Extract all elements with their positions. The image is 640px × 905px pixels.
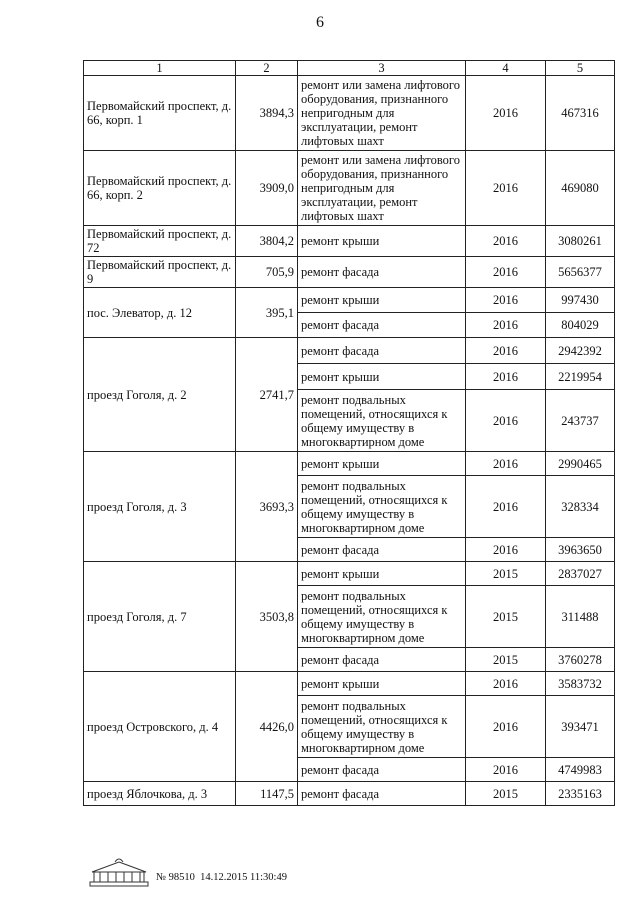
work-type-cell: ремонт подвальных помещений, относящихся к общему имуществу в многоквартирном доме	[298, 476, 466, 538]
work-type-cell: ремонт крыши	[298, 364, 466, 390]
cost-cell: 4749983	[546, 758, 615, 782]
year-cell: 2016	[466, 338, 546, 364]
cost-cell: 2990465	[546, 452, 615, 476]
repair-schedule-table	[83, 60, 615, 806]
year-cell: 2016	[466, 672, 546, 696]
year-cell: 2016	[466, 696, 546, 758]
table-row	[84, 257, 615, 288]
address-cell: пос. Элеватор, д. 12	[84, 288, 236, 338]
address-cell: Первомайский проспект, д. 9	[84, 257, 236, 288]
year-cell: 2016	[466, 476, 546, 538]
emblem-icon	[88, 858, 150, 888]
year-cell: 2015	[466, 782, 546, 806]
work-type-cell: ремонт крыши	[298, 226, 466, 257]
area-cell: 395,1	[236, 288, 298, 338]
work-type-cell: ремонт подвальных помещений, относящихся к общему имуществу в многоквартирном доме	[298, 390, 466, 452]
year-cell: 2016	[466, 758, 546, 782]
area-cell: 4426,0	[236, 672, 298, 782]
cost-cell: 2219954	[546, 364, 615, 390]
year-cell: 2016	[466, 151, 546, 226]
area-cell: 3894,3	[236, 76, 298, 151]
cost-cell: 469080	[546, 151, 615, 226]
year-cell: 2016	[466, 288, 546, 313]
cost-cell: 328334	[546, 476, 615, 538]
area-cell: 705,9	[236, 257, 298, 288]
cost-cell: 2837027	[546, 562, 615, 586]
work-type-cell: ремонт подвальных помещений, относящихся к общему имуществу в многоквартирном доме	[298, 586, 466, 648]
cost-cell: 2942392	[546, 338, 615, 364]
year-cell: 2016	[466, 226, 546, 257]
cost-cell: 243737	[546, 390, 615, 452]
cost-cell: 311488	[546, 586, 615, 648]
cost-cell: 997430	[546, 288, 615, 313]
work-type-cell: ремонт фасада	[298, 648, 466, 672]
year-cell: 2016	[466, 538, 546, 562]
table-row	[84, 672, 615, 696]
table-row	[84, 338, 615, 364]
work-type-cell: ремонт или замена лифтового оборудования, признанного непригодным для эксплуатации, ремонт лифтовых шахт	[298, 151, 466, 226]
work-type-cell: ремонт фасада	[298, 338, 466, 364]
year-cell: 2016	[466, 313, 546, 338]
header-col-5: 5	[546, 61, 615, 76]
header-col-1: 1	[84, 61, 236, 76]
work-type-cell: ремонт крыши	[298, 452, 466, 476]
header-col-4: 4	[466, 61, 546, 76]
address-cell: проезд Гоголя, д. 3	[84, 452, 236, 562]
work-type-cell: ремонт фасада	[298, 782, 466, 806]
table-header-row	[84, 61, 615, 76]
work-type-cell: ремонт подвальных помещений, относящихся к общему имуществу в многоквартирном доме	[298, 696, 466, 758]
cost-cell: 3080261	[546, 226, 615, 257]
area-cell: 3909,0	[236, 151, 298, 226]
header-col-2: 2	[236, 61, 298, 76]
work-type-cell: ремонт или замена лифтового оборудования, признанного непригодным для эксплуатации, ремонт лифтовых шахт	[298, 76, 466, 151]
table-row	[84, 288, 615, 313]
work-type-cell: ремонт фасада	[298, 313, 466, 338]
address-cell: проезд Яблочкова, д. 3	[84, 782, 236, 806]
area-cell: 3804,2	[236, 226, 298, 257]
header-col-3: 3	[298, 61, 466, 76]
table-row	[84, 226, 615, 257]
address-cell: проезд Островского, д. 4	[84, 672, 236, 782]
address-cell: проезд Гоголя, д. 2	[84, 338, 236, 452]
table-row	[84, 76, 615, 151]
area-cell: 3693,3	[236, 452, 298, 562]
table-row	[84, 452, 615, 476]
cost-cell: 393471	[546, 696, 615, 758]
year-cell: 2016	[466, 257, 546, 288]
cost-cell: 804029	[546, 313, 615, 338]
address-cell: Первомайский проспект, д. 72	[84, 226, 236, 257]
cost-cell: 2335163	[546, 782, 615, 806]
area-cell: 1147,5	[236, 782, 298, 806]
cost-cell: 5656377	[546, 257, 615, 288]
year-cell: 2016	[466, 390, 546, 452]
cost-cell: 3760278	[546, 648, 615, 672]
year-cell: 2015	[466, 562, 546, 586]
table-row	[84, 151, 615, 226]
cost-cell: 3583732	[546, 672, 615, 696]
year-cell: 2016	[466, 452, 546, 476]
year-cell: 2016	[466, 76, 546, 151]
year-cell: 2015	[466, 648, 546, 672]
page-number: 6	[316, 14, 324, 31]
work-type-cell: ремонт крыши	[298, 672, 466, 696]
area-cell: 3503,8	[236, 562, 298, 672]
cost-cell: 467316	[546, 76, 615, 151]
table-row	[84, 782, 615, 806]
address-cell: Первомайский проспект, д. 66, корп. 2	[84, 151, 236, 226]
work-type-cell: ремонт фасада	[298, 758, 466, 782]
area-cell: 2741,7	[236, 338, 298, 452]
work-type-cell: ремонт фасада	[298, 257, 466, 288]
doc-timestamp: 14.12.2015 11:30:49	[200, 872, 287, 883]
year-cell: 2015	[466, 586, 546, 648]
table-row	[84, 562, 615, 586]
work-type-cell: ремонт фасада	[298, 538, 466, 562]
address-cell: проезд Гоголя, д. 7	[84, 562, 236, 672]
work-type-cell: ремонт крыши	[298, 288, 466, 313]
doc-number: № 98510	[156, 872, 195, 883]
cost-cell: 3963650	[546, 538, 615, 562]
address-cell: Первомайский проспект, д. 66, корп. 1	[84, 76, 236, 151]
work-type-cell: ремонт крыши	[298, 562, 466, 586]
year-cell: 2016	[466, 364, 546, 390]
document-stamp	[156, 872, 287, 883]
